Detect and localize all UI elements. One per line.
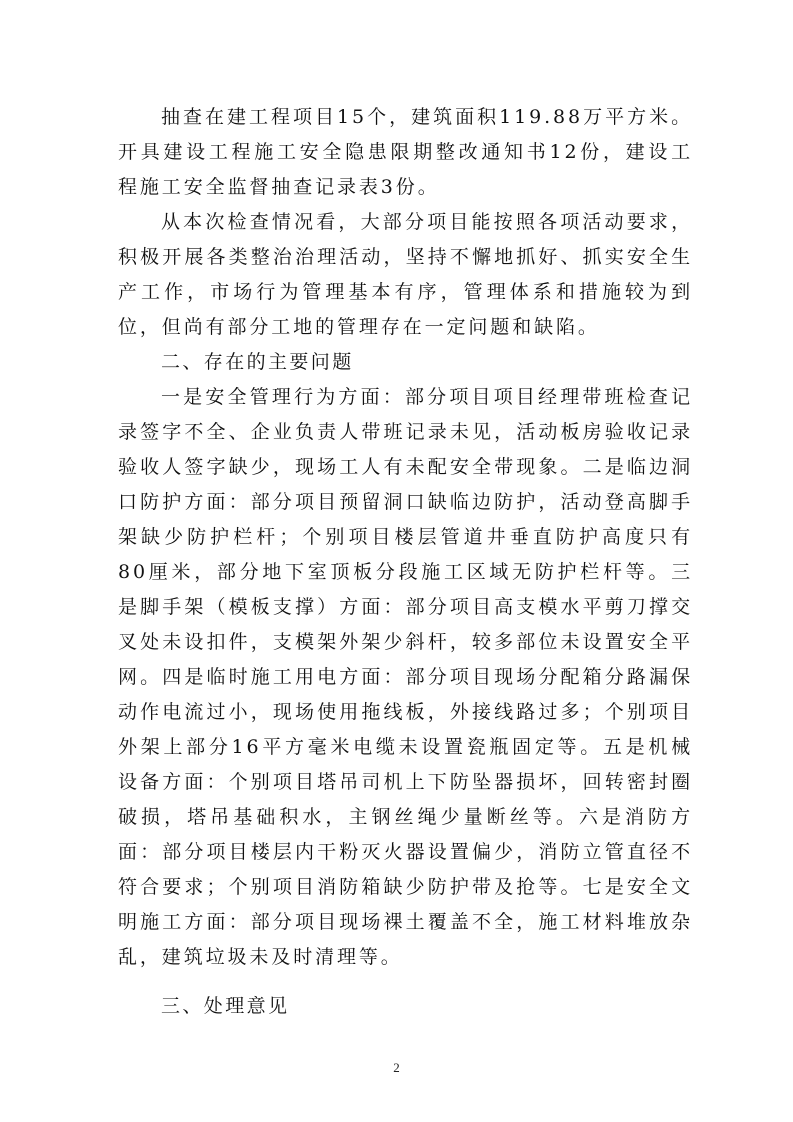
section-heading-handling-opinions: 三、处理意见	[161, 995, 290, 1017]
inspection-findings-paragraph: 从本次检查情况看，大部分项目能按照各项活动要求，积极开展各类整治治理活动，坚持不懈地抓好、抓实安全生产工作，市场行为管理基本有序，管理体系和措施较为到位，但尚有部分工地的管理存在一定问题和缺陷。	[118, 211, 693, 338]
main-problems-paragraph: 一是安全管理行为方面：部分项目项目经理带班检查记录签字不全、企业负责人带班记录未见，活动板房验收记录验收人签字缺少，现场工人有未配安全带现象。二是临边洞口防护方面：部分项目预留洞口缺临边防护，活动登高脚手架缺少防护栏杆；个别项目楼层管道井垂直防护高度只有80厘米，部分地下室顶板分段施工区域无防护栏杆等。三是脚手架（模板支撑）方面：部分项目高支模水平剪刀撑交叉处未设扣件，支模架外架少斜杆，较多部位未设置安全平网。四是临时施工用电方面：部分项目现场分配箱分路漏保动作电流过小，现场使用拖线板，外接线路过多；个别项目外架上部分16平方毫米电缆未设置瓷瓶固定等。五是机械设备方面：个别项目塔吊司机上下防坠器损坏，回转密封圈破损，塔吊基础积水，主钢丝绳少量断丝等。六是消防方面：部分项目楼层内干粉灭火器设置偏少，消防立管直径不符合要求；个别项目消防箱缺少防护带及抢等。七是安全文明施工方面：部分项目现场裸土覆盖不全，施工材料堆放杂乱，建筑垃圾未及时清理等。	[118, 386, 693, 968]
page-number: 2	[393, 1060, 400, 1075]
section-heading-main-problems: 二、存在的主要问题	[161, 351, 354, 373]
page-body	[118, 100, 693, 1024]
inspection-summary-paragraph: 抽查在建工程项目15个，建筑面积119.88万平方米。开具建设工程施工安全隐患限期整改通知书12份，建设工程施工安全监督抽查记录表3份。	[118, 106, 693, 198]
